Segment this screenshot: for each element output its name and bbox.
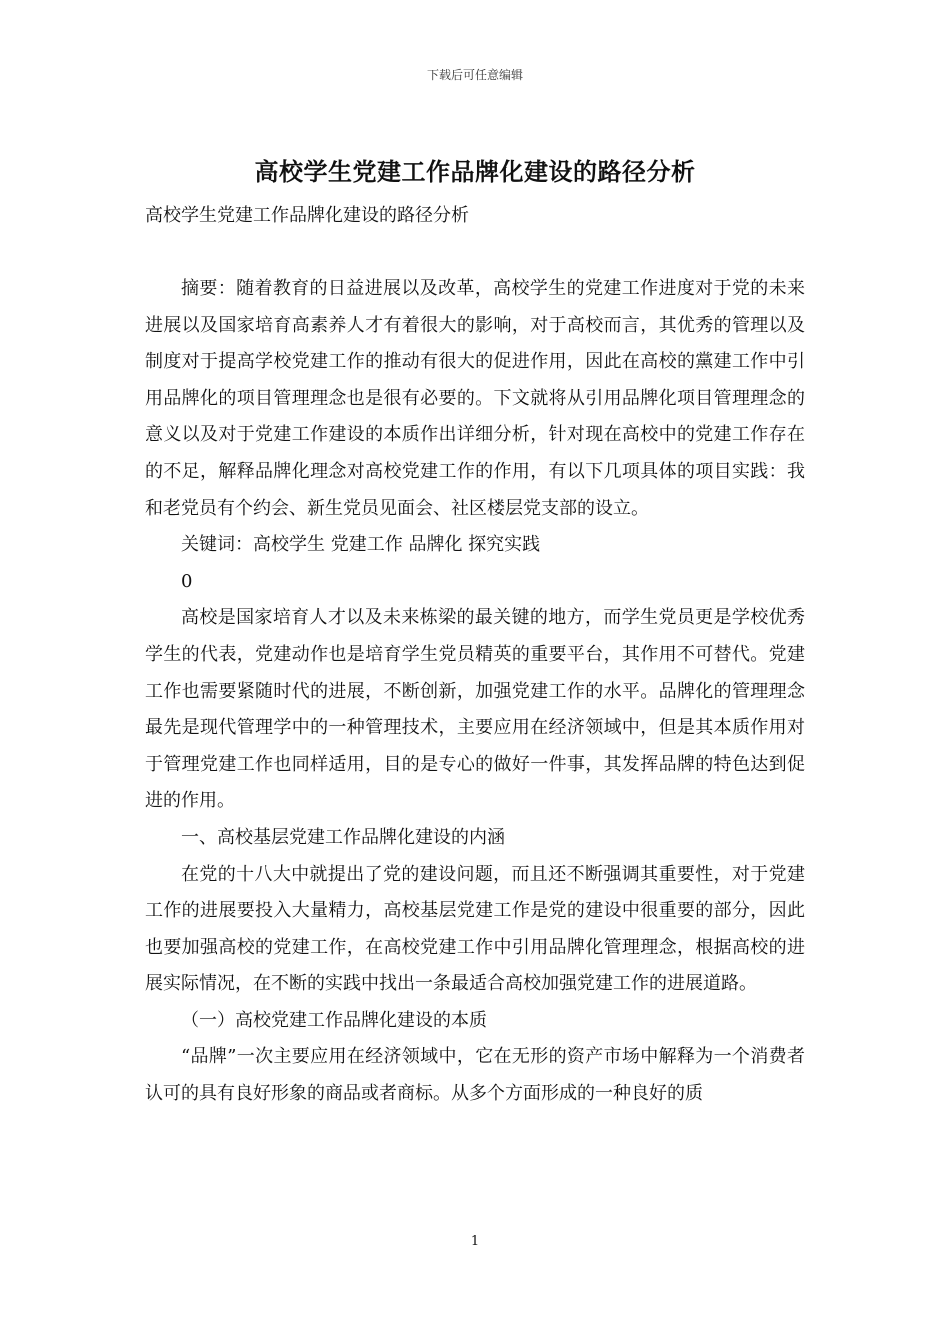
page-number: 1: [470, 1234, 480, 1249]
document-subtitle: 高校学生党建工作品牌化建设的路径分析: [145, 205, 469, 226]
section-heading-1: 一、高校基层党建工作品牌化建设的内涵: [181, 826, 505, 848]
abstract-paragraph: 摘要：随着教育的日益进展以及改革，高校学生的党建工作进度对于党的未来进展以及国家培育高素养人才有着很大的影响，对于高校而言，其优秀的管理以及制度对于提高学校党建工作的推动有很大的促进作用，因此在高校的黨建工作中引用品牌化的项目管理理念也是很有必要的。下文就将从引用品牌化项目管理理念的意义以及对于党建工作建设的本质作出详细分析，针对现在高校中的党建工作存在的不足，解释品牌化理念对高校党建工作的作用，有以下几项具体的项目实践：我和老党员有个约会、新生党员见面会、社区楼层党支部的设立。: [145, 278, 805, 519]
subsection-heading-1-1: （一）高校党建工作品牌化建设的本质: [181, 1009, 487, 1031]
page-header-note: 下载后可任意编辑: [426, 68, 523, 82]
intro-paragraph: 高校是国家培育人才以及未来栋梁的最关键的地方，而学生党员更是学校优秀学生的代表，党建动作也是培育学生党员精英的重要平台，其作用不可替代。党建工作也需要紧随时代的进展，不断创新，加强党建工作的水平。品牌化的管理理念最先是现代管理学中的一种管理技术，主要应用在经济领域中，但是其本质作用对于管理党建工作也同样适用，目的是专心的做好一件事，其发挥品牌的特色达到促进的作用。: [145, 607, 805, 812]
keywords-paragraph: 关键词：高校学生 党建工作 品牌化 探究实践: [181, 534, 541, 556]
section-1-paragraph: 在党的十八大中就提出了党的建设问题，而且还不断强调其重要性，对于党建工作的进展要投入大量精力，高校基层党建工作是党的建设中很重要的部分，因此也要加强高校的党建工作，在高校党建工作中引用品牌化管理理念，根据高校的进展实际情况，在不断的实践中找出一条最适合高校加强党建工作的进展道路。: [145, 863, 805, 995]
subsection-1-1-paragraph: “品牌”一次主要应用在经济领域中，它在无形的资产市场中解释为一个消费者认可的具有良好形象的商品或者商标。从多个方面形成的一种良好的质: [145, 1046, 805, 1105]
section-zero-marker: 0: [181, 570, 193, 592]
document-title: 高校学生党建工作品牌化建设的路径分析: [254, 157, 696, 186]
document-body: [145, 271, 805, 1113]
